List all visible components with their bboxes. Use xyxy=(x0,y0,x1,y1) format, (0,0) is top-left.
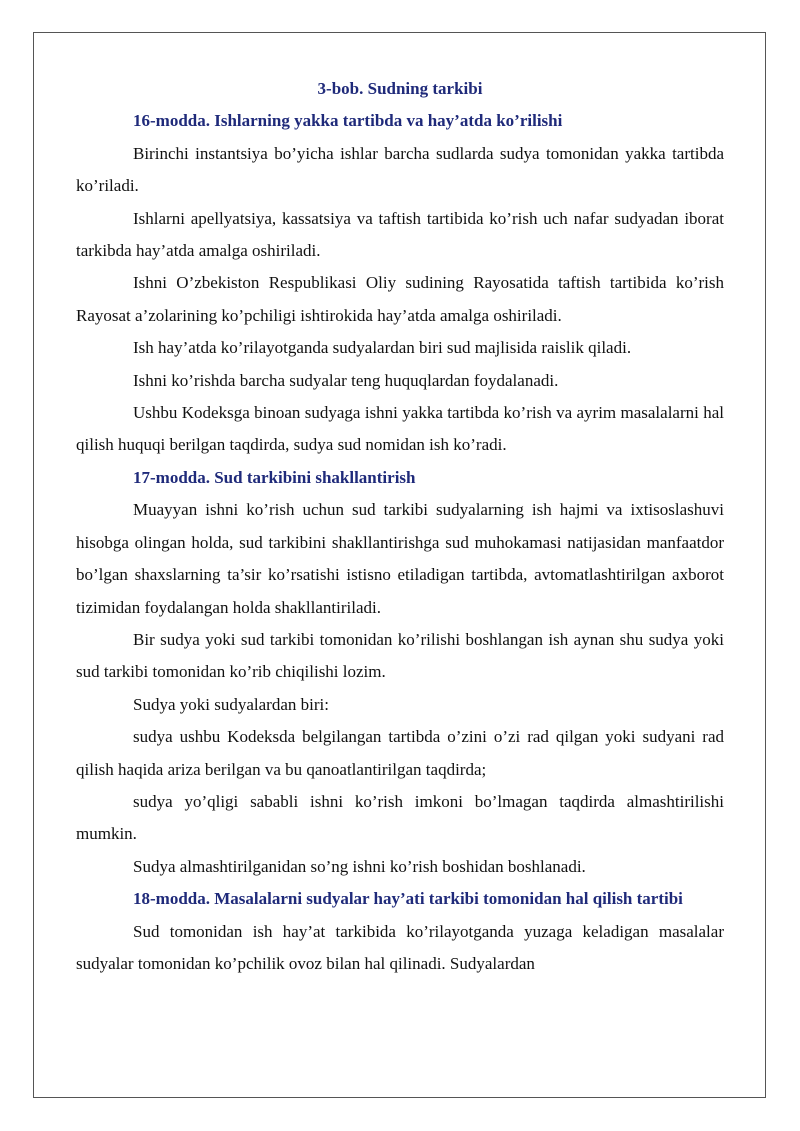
paragraph: sudya yo’qligi sababli ishni ko’rish imkoni bo’lmagan taqdirda almashtirilishi mumkin. xyxy=(76,791,724,844)
paragraph: Ushbu Kodeksga binoan sudyaga ishni yakka tartibda ko’rish va ayrim masalalarni hal qilish huquqi berilgan taqdirda, sudya sud nomidan ish ko’radi. xyxy=(76,403,724,455)
paragraph: Ishni ko’rishda barcha sudyalar teng huquqlardan foydalanadi. xyxy=(133,370,559,390)
article-heading: 16-modda. Ishlarning yakka tartibda va hay’atda ko’rilishi xyxy=(133,111,563,131)
paragraph: Birinchi instantsiya bo’yicha ishlar barcha sudlarda sudya tomonidan yakka tartibda ko’riladi. xyxy=(76,143,724,196)
article-heading: 17-modda. Sud tarkibini shakllantirish xyxy=(133,467,416,487)
paragraph: Muayyan ishni ko’rish uchun sud tarkibi sudyalarning ish hajmi va ixtisoslashuvi hisobga olingan holda, sud tarkibini shakllantirishga sud muhokamasi natijasidan manfaatdor bo’lgan shaxslarning ta’sir ko’rsatishi istisno etiladigan tartibda, avtomatlashtirilgan axborot tizimidan foydalangan holda shakllantiriladi. xyxy=(76,500,724,617)
paragraph: Bir sudya yoki sud tarkibi tomonidan ko’rilishi boshlangan ish aynan shu sudya yoki sud tarkibi tomonidan ko’rib chiqilishi lozim. xyxy=(76,629,724,682)
document-body xyxy=(76,105,724,980)
paragraph: Ish hay’atda ko’rilayotganda sudyalardan biri sud majlisida raislik qiladi. xyxy=(133,338,632,358)
paragraph: Sudya almashtirilganidan so’ng ishni ko’rish boshidan boshlanadi. xyxy=(133,856,586,876)
paragraph: Ishni O’zbekiston Respublikasi Oliy sudining Rayosatida taftish tartibida ko’rish Rayosat a’zolarining ko’pchiligi ishtirokida hay’atda amalga oshiriladi. xyxy=(76,273,724,325)
paragraph: sudya ushbu Kodeksda belgilangan tartibda o’zini o’zi rad qilgan yoki sudyani rad qilish haqida ariza berilgan va bu qanoatlantirilgan taqdirda; xyxy=(76,727,724,779)
paragraph: Ishlarni apellyatsiya, kassatsiya va taftish tartibida ko’rish uch nafar sudyadan iborat tarkibda hay’atda amalga oshiriladi. xyxy=(76,208,724,261)
paragraph: Sudya yoki sudyalardan biri: xyxy=(133,694,329,714)
document-content xyxy=(76,73,724,980)
paragraph: Sud tomonidan ish hay’at tarkibida ko’rilayotganda yuzaga keladigan masalalar sudyalar tomonidan ko’pchilik ovoz bilan hal qilinadi. Sudyalardan xyxy=(76,921,724,973)
article-heading: 18-modda. Masalalarni sudyalar hay’ati tarkibi tomonidan hal qilish tartibi xyxy=(133,889,683,909)
chapter-title: 3-bob. Sudning tarkibi xyxy=(317,79,483,98)
